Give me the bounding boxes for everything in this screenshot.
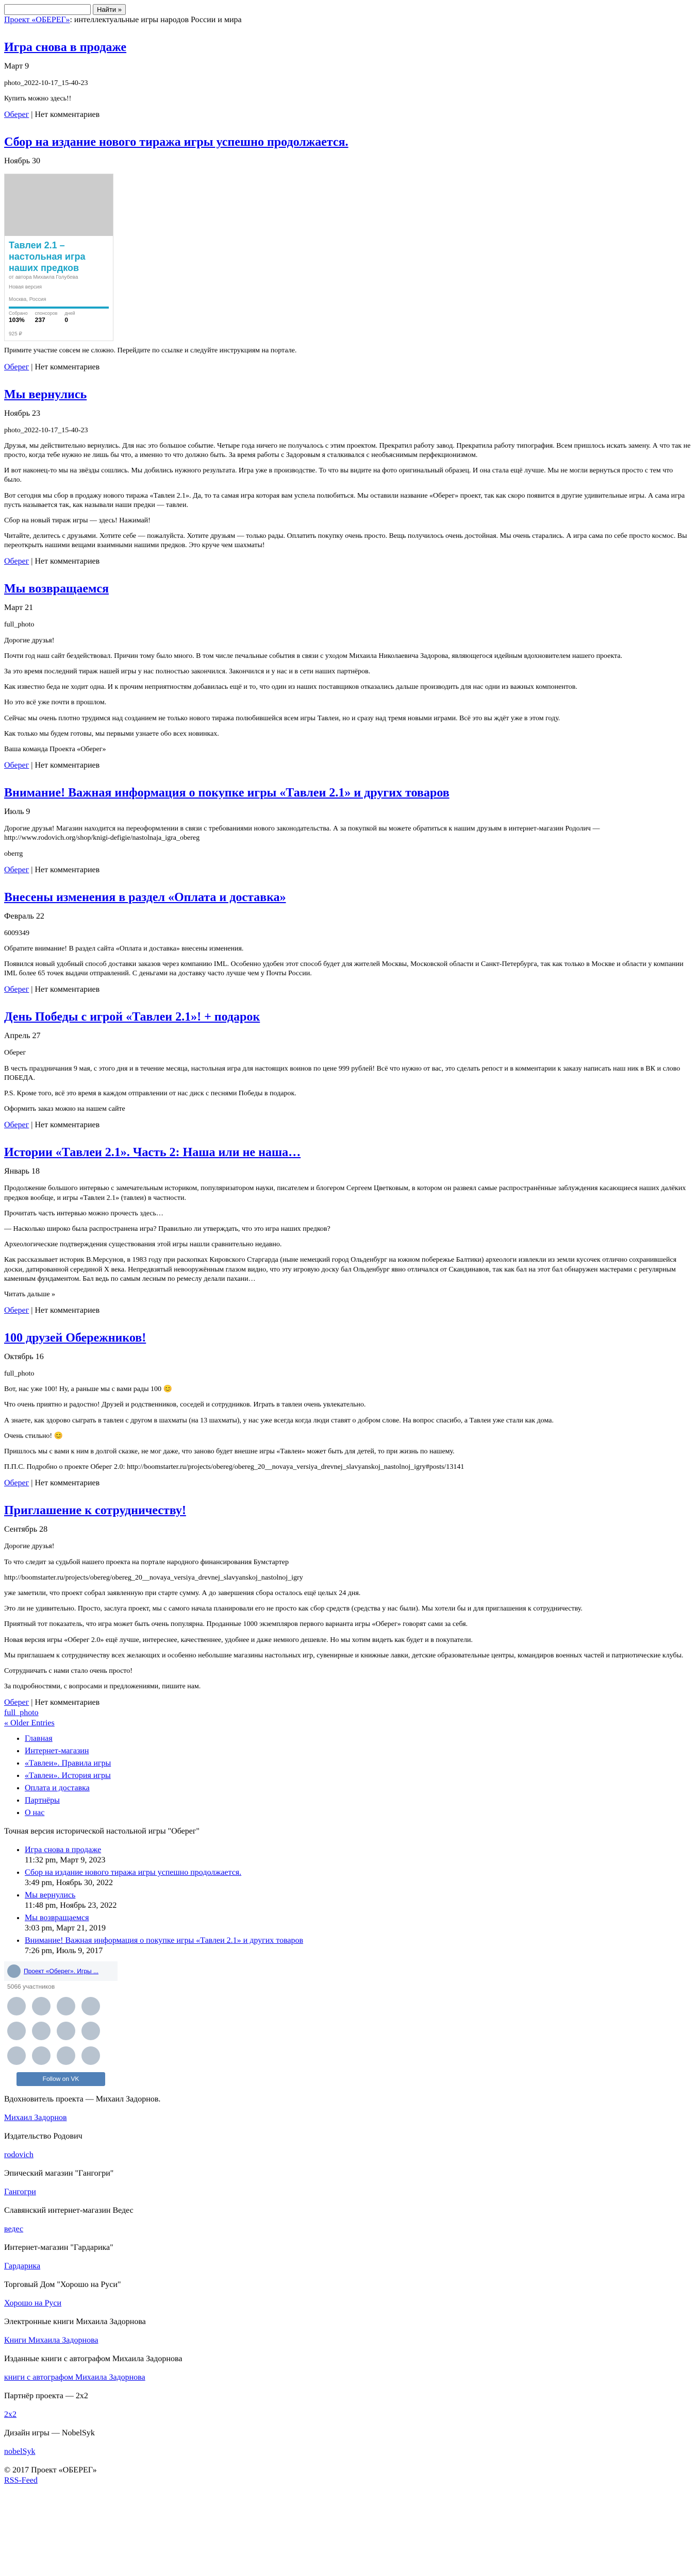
recent-post-item xyxy=(25,1936,692,1956)
main-nav xyxy=(4,1734,692,1818)
partner-text: Вдохновитель проекта — Михаил Задорнов. xyxy=(4,2095,161,2104)
campaign-stat-label: дней xyxy=(64,310,75,316)
partner-image xyxy=(4,2150,692,2160)
recent-post-meta: 3:03 pm, Март 21, 2019 xyxy=(25,1924,106,1933)
post-comments: Нет комментариев xyxy=(35,1698,100,1707)
post-paragraph: А знаете, как здорово сыграть в тавлеи с другом в шахматы (на 13 шахматы), у нас уже всегда когда люди ставят о добром слове. На вопрос спасибо, а Тавлеи уже стали как дома. xyxy=(4,1416,554,1425)
post-body xyxy=(4,426,692,551)
post-paragraph: full_photo xyxy=(4,621,35,629)
recent-post-link[interactable]: Сбор на издание нового тиража игры успешно продолжается. xyxy=(25,1868,242,1877)
post-date: Октябрь 16 xyxy=(4,1352,44,1362)
partner-text: Электронные книги Михаила Задорнова xyxy=(4,2317,146,2327)
recent-post-meta: 11:48 pm, Ноябрь 23, 2022 xyxy=(25,1901,117,1910)
post-title-link[interactable]: День Победы с игрой «Тавлеи 2.1»! + подарок xyxy=(4,1010,260,1024)
partner-image-link[interactable]: Хорошо на Руси xyxy=(4,2299,62,2308)
vk-member-avatar[interactable] xyxy=(7,2046,26,2065)
post-paragraph: Мы приглашаем к сотрудничеству всех желающих и особенно небольшие магазины настольных игр, сувенирные и книжные лавки, детские образовательные центры, командиров военных частей и патриотические клубы. xyxy=(4,1651,684,1659)
post xyxy=(4,134,692,372)
post-paragraph: Приятный тот показатель, что игра может быть очень популярна. Проданные 1000 экземпляров первого варианта игры «Оберег» говорят сами за себя. xyxy=(4,1620,468,1629)
campaign-stat xyxy=(35,311,58,324)
recent-post-item xyxy=(25,1845,692,1866)
post-footer: Оберег | Нет комментариев xyxy=(4,1306,100,1315)
post-date: Март 9 xyxy=(4,62,29,71)
post-category-link[interactable]: Оберег xyxy=(4,110,29,120)
post-paragraph: И вот наконец-то мы на звёзды сошлись. Мы добились нужного результата. Игра уже в производстве. То что вы видите на фото оригинальный образец. И она стала ещё лучше. Мы не могли вернуться просто с тем что было. xyxy=(4,467,673,484)
post-body xyxy=(4,1369,692,1472)
post-paragraph: Купить можно здесь!! xyxy=(4,95,72,103)
post-category-link[interactable]: Оберег xyxy=(4,1306,29,1315)
partner-image-link[interactable]: nobelSyk xyxy=(4,2447,36,2456)
campaign-image xyxy=(5,174,113,236)
post xyxy=(4,581,692,771)
post-comments: Нет комментариев xyxy=(35,1121,100,1130)
nav-link[interactable]: Оплата и доставка xyxy=(25,1784,90,1793)
post-category-link[interactable]: Оберег xyxy=(4,362,29,371)
vk-member-avatar[interactable] xyxy=(7,2022,26,2040)
post-title xyxy=(4,1009,692,1025)
nav-item xyxy=(25,1758,692,1769)
vk-member-avatar[interactable] xyxy=(81,2046,100,2065)
post-comments: Нет комментариев xyxy=(35,865,100,874)
recent-post-link[interactable]: Мы возвращаемся xyxy=(25,1913,89,1923)
post-paragraph: Оформить заказ можно на нашем сайте xyxy=(4,1105,125,1113)
post-paragraph: Обратите внимание! В раздел сайта «Оплата и доставка» внесены изменения. xyxy=(4,944,244,953)
post-category-link[interactable]: Оберег xyxy=(4,985,29,994)
post-paragraph: уже заметили, что проект собрал заявленную при старте сумму. А до завершения сбора осталось ещё целых 24 дня. xyxy=(4,1589,361,1597)
vk-follow-button[interactable]: Follow on VK xyxy=(16,2072,105,2086)
post-comments: Нет комментариев xyxy=(35,1306,100,1315)
post-paragraph: Почти год наш сайт бездействовал. Причин тому было много. В том числе печальные события в связи с уходом Михаила Николаевича Задорова, являющегося идейным вдохновителем нашего проекта. xyxy=(4,652,622,660)
nav-item xyxy=(25,1734,692,1744)
campaign-stat-value: 103% xyxy=(9,316,25,324)
campaign-card[interactable] xyxy=(4,174,113,341)
post-footer: Оберег | Нет комментариев xyxy=(4,865,100,874)
partner-image-link[interactable]: Гангогри xyxy=(4,2188,36,2197)
post-title-link[interactable]: Сбор на издание нового тиража игры успешно продолжается. xyxy=(4,135,349,149)
recent-post-meta: 3:49 pm, Ноябрь 30, 2022 xyxy=(25,1878,113,1888)
posts-list xyxy=(4,40,692,1708)
campaign-stat xyxy=(9,311,28,324)
post-paragraph: Дорогие друзья! xyxy=(4,636,55,645)
post-paragraph: Сотрудничать с нами стало очень просто! xyxy=(4,1667,132,1675)
post-category-link[interactable]: Оберег xyxy=(4,1479,29,1488)
post-comments: Нет комментариев xyxy=(35,985,100,994)
post-title-link[interactable]: Внимание! Важная информация о покупке игры «Тавлеи 2.1» и других товаров xyxy=(4,786,450,800)
post xyxy=(4,1503,692,1708)
post-title xyxy=(4,134,692,150)
post-title xyxy=(4,1503,692,1518)
partner-image xyxy=(4,2261,692,2272)
post-category-link[interactable]: Оберег xyxy=(4,761,29,770)
post-title-link[interactable]: Мы вернулись xyxy=(4,387,87,401)
older-entries xyxy=(4,1708,692,1728)
partner-image-link[interactable]: Михаил Задорнов xyxy=(4,2113,67,2123)
post-body xyxy=(4,1184,692,1299)
campaign-stat-label: спонсоров xyxy=(35,310,58,316)
post-paragraph: Появился новый удобный способ доставки заказов через компанию IML. Особенно удобен этот способ будет для жителей Москвы, Московской области и Санкт-Петербурга, так как только в Москве и области у компании IML более 65 точек выдачи отправлений. С деньгами на доставку часто лучше чем у Почты России. xyxy=(4,960,684,978)
partner-image-link[interactable]: rodovich xyxy=(4,2150,34,2160)
post-paragraph: Археологические подтверждения существования этой игры нашли сравнительно недавно. xyxy=(4,1241,282,1249)
post-date: Июль 9 xyxy=(4,807,30,817)
post-paragraph: Ваша команда Проекта «Оберег» xyxy=(4,745,106,753)
campaign-author: от автора Михаила Голубева xyxy=(9,275,78,281)
post-comments: Нет комментариев xyxy=(35,557,100,566)
post-paragraph: full_photo xyxy=(4,1370,35,1378)
campaign-stat-value: 0 xyxy=(64,316,69,324)
post-paragraph: Дорогие друзья! xyxy=(4,1543,55,1551)
nav-link[interactable]: Интернет-магазин xyxy=(25,1747,89,1756)
post-paragraph: То что следит за судьбой нашего проекта на портале народного финансирования Бумстартер xyxy=(4,1558,289,1566)
partner-text: Торговый Дом "Хорошо на Руси" xyxy=(4,2280,121,2290)
post-title-link[interactable]: 100 друзей Обережников! xyxy=(4,1331,146,1345)
vk-member-avatar[interactable] xyxy=(57,2022,75,2040)
partner-image xyxy=(4,2447,692,2457)
post-footer: Оберег | Нет комментариев xyxy=(4,761,100,770)
vk-member-avatar[interactable] xyxy=(32,1997,51,2015)
post-title xyxy=(4,1145,692,1160)
post-paragraph: Сбор на новый тираж игры — здесь! Нажимай! xyxy=(4,516,151,524)
post xyxy=(4,785,692,875)
nav-link[interactable]: Партнёры xyxy=(25,1796,60,1805)
nav-link[interactable]: О нас xyxy=(25,1808,45,1818)
rss-link[interactable]: RSS-Feed xyxy=(4,2476,38,2485)
post-date: Сентябрь 28 xyxy=(4,1525,48,1534)
post-body xyxy=(4,620,692,754)
vk-member-avatar[interactable] xyxy=(81,1997,100,2015)
partner-image xyxy=(4,2298,692,2309)
post-body xyxy=(4,79,692,104)
partner-text: Издательство Родович xyxy=(4,2132,82,2141)
nav-item xyxy=(25,1808,692,1818)
post-title xyxy=(4,581,692,597)
post-paragraph: Вот сегодня мы сбор в продажу нового тиража «Тавлеи 2.1». Да, то та самая игра которая вам успела полюбиться. Мы оставили название «Оберег» проект, так как скоро появится в другие удивительные игры. А сама игра пусть называется так, как называли наши предки — тавлеи. xyxy=(4,492,685,509)
partner-text: Изданные книги с автографом Михаила Задорнова xyxy=(4,2354,183,2364)
partner-image-link[interactable]: ведес xyxy=(4,2225,24,2234)
post-title xyxy=(4,785,692,801)
vk-group-link[interactable]: Проект «Оберег». Игры ... xyxy=(24,1967,98,1975)
vk-member-avatar[interactable] xyxy=(57,2046,75,2065)
post-title xyxy=(4,40,692,55)
post-paragraph: Как только мы будем готовы, мы первыми узнаете обо всех новинках. xyxy=(4,730,219,738)
partner-image xyxy=(4,2113,692,2123)
post xyxy=(4,890,692,995)
post-paragraph: За подробностями, с вопросами и предложениями, пишите нам. xyxy=(4,1683,201,1691)
recent-posts xyxy=(4,1845,692,1956)
post-paragraph: За это время последний тираж нашей игры у нас полностью закончился. Закончился и у нас и в сети наших партнёров. xyxy=(4,668,371,676)
recent-post-link[interactable]: Мы вернулись xyxy=(25,1891,76,1900)
partner-image xyxy=(4,2224,692,2234)
post-paragraph: Вот, нас уже 100! Ну, а раньше мы с вами рады 100 😊 xyxy=(4,1385,172,1394)
vk-members-grid xyxy=(4,1993,118,2069)
partner-image-link[interactable]: 2x2 xyxy=(4,2410,16,2419)
post-date: Январь 18 xyxy=(4,1167,40,1176)
post-paragraph: Как рассказывает историк В.Мерсунов, в 1983 году при раскопках Кировского Старгарда (ныне немецкий город Ольденбург на южном побережье Балтики) археологи извлекли из земли кусочек отлично сохранившейся доски, датированной серединой X века. Непредвзятый невооружённым глазом видно, что эту игровую доску бал Ольденбург явно отличался от Скандинавов, так как бал на этот бал обнаружен мастерами с регулярным каменным фундаментом. Бал ведь по самым лесным по ремеслу делали пахани… xyxy=(4,1256,677,1283)
partner-image-link[interactable]: Книги Михаила Задорнова xyxy=(4,2336,98,2345)
partner-text: Партнёр проекта — 2x2 xyxy=(4,2392,88,2401)
recent-post-item xyxy=(25,1913,692,1934)
post-paragraph: Читайте, делитесь с друзьями. Хотите себе — пожалуйста. Хотите друзьям — только рады. Оплатить покупку очень просто. Вещь получилось очень достойная. Мы очень старались. А игра сама по себе просто космос. Вы переоткрыть нашими вещами взаимными нашими предков. Это круче чем шахматы! xyxy=(4,532,687,550)
partner-text: Дизайн игры — NobelSyk xyxy=(4,2429,95,2438)
older-entries-link[interactable]: « Older Entries xyxy=(4,1719,55,1728)
post-category-link[interactable]: Оберег xyxy=(4,1698,29,1707)
post-body xyxy=(4,1542,692,1691)
post xyxy=(4,40,692,120)
vk-member-avatar[interactable] xyxy=(32,2046,51,2065)
nav-item xyxy=(25,1783,692,1793)
search-input[interactable] xyxy=(4,4,91,15)
vk-avatar xyxy=(7,1964,21,1978)
post-footer: Оберег | Нет комментариев xyxy=(4,1698,100,1707)
search-form xyxy=(4,4,692,15)
post-paragraph: Как известно беда не ходит одна. И к прочим неприятностям добавилась ещё и то, что один из наших поставщиков отказались дальше производить для нас одни из важных компонентов. xyxy=(4,683,577,691)
footer xyxy=(4,2465,692,2486)
site-link[interactable]: Проект «ОБЕРЕГ» xyxy=(4,15,70,24)
post-date: Март 21 xyxy=(4,603,34,613)
post-date: Апрель 27 xyxy=(4,1031,41,1041)
post-paragraph: Примите участие совсем не сложно. Перейдите по ссылке и следуйте инструкциям на портале. xyxy=(4,347,297,355)
footer-copyright: © 2017 Проект «ОБЕРЕГ» xyxy=(4,2466,97,2475)
vk-member-avatar[interactable] xyxy=(32,2022,51,2040)
vk-member-avatar[interactable] xyxy=(57,1997,75,2015)
post-body xyxy=(4,824,692,859)
partner-image-link[interactable]: Гардарика xyxy=(4,2262,41,2271)
post-paragraph: Пришлось мы с вами к ним в долгой сказке, не мог даже, что заново будет внешне игры «Тавлеи» может быть для детей, то при жизнь по нашему. xyxy=(4,1448,455,1456)
post-category-link[interactable]: Оберег xyxy=(4,557,29,566)
post-paragraph: Продолжение большого интервью с замечательным историком, популяризатором науки, писателем и блогером Сергеем Цветковым, в котором он развеял самые распространённые заблуждения касающиеся наших далёких предков вообще, и игры «Тавлеи 2.1» (тавлеи) в частности. xyxy=(4,1184,686,1202)
recent-post-link[interactable]: Внимание! Важная информация о покупке игры «Тавлеи 2.1» и других товаров xyxy=(25,1936,304,1945)
campaign-sum: 925 ₽ xyxy=(9,331,22,337)
sidebar xyxy=(4,1708,692,2486)
post-paragraph: Оберег xyxy=(4,1049,26,1057)
partner-image xyxy=(4,2372,692,2383)
post-paragraph: Дорогие друзья! Магазин находится на переоформлении в связи с требованиями нового законодательства. А за покупкой вы можете обратиться к нашим друзьям в интернет-магазин Родолич — http://www.rodovich.org/shop/knigi-defigie/nastolnaja_igra_obereg xyxy=(4,825,600,842)
post-footer: Оберег | Нет комментариев xyxy=(4,1121,100,1130)
site-header xyxy=(4,15,692,25)
post-paragraph: Прочитать часть интервью можно прочесть здесь… xyxy=(4,1209,163,1217)
post-comments: Нет комментариев xyxy=(35,110,100,120)
vk-member-avatar[interactable] xyxy=(7,1997,26,2015)
post-category-link[interactable]: Оберег xyxy=(4,1121,29,1130)
post-paragraph: photo_2022-10-17_15-40-23 xyxy=(4,79,88,87)
partner-text: Интернет-магазин "Гардарика" xyxy=(4,2243,113,2252)
post-paragraph: Что очень приятно и радостно! Друзей и родственников, соседей и сотрудников. Играть в тавлеи очень увлекательно. xyxy=(4,1401,366,1409)
vk-widget-head xyxy=(4,1961,118,1981)
post-paragraph: П.П.С. Подробно о проекте Оберег 2.0: http://boomstarter.ru/projects/obereg/obereg_20__novaya_versiya_drevnej_slavyanskoj_nastolnoj_igry#posts/13141 xyxy=(4,1463,465,1471)
post-comments: Нет комментариев xyxy=(35,1479,100,1488)
nav-link[interactable]: «Тавлеи». Правила игры xyxy=(25,1759,111,1768)
full-photo-link[interactable]: full_photo xyxy=(4,1708,39,1718)
vk-widget xyxy=(4,1961,118,2086)
post-date: Ноябрь 30 xyxy=(4,157,41,166)
campaign-stat-value: 237 xyxy=(35,316,45,324)
campaign-title: Тавлеи 2.1 – настольная игра наших предков xyxy=(9,240,86,273)
post-paragraph: photo_2022-10-17_15-40-23 xyxy=(4,426,88,434)
search-button[interactable]: Найти » xyxy=(93,4,126,15)
site-tagline: : интеллектуальные игры народов России и мира xyxy=(70,15,242,24)
campaign-stat xyxy=(64,311,75,324)
recent-post-meta: 7:26 pm, Июль 9, 2017 xyxy=(25,1946,103,1956)
campaign-kind: Новая версия xyxy=(9,284,42,290)
partner-text: Эпический магазин "Гангогри" xyxy=(4,2169,114,2178)
partner-image xyxy=(4,2410,692,2420)
post-footer: Оберег | Нет комментариев xyxy=(4,1479,100,1488)
nav-item xyxy=(25,1771,692,1781)
post-paragraph: Новая версия игры «Оберег 2.0» ещё лучше, интереснее, качественнее, удобнее и даже немного дешевле. Но мы хотим видеть как будет и в покупатели. xyxy=(4,1636,473,1644)
post-title xyxy=(4,890,692,905)
post-paragraph: Это ли не удивительно. Просто, заслуга проект, мы с самого начала планировали его не просто как сбор средств (средства у нас были). Мы хотели бы и для приглашения к сотрудничеству. xyxy=(4,1605,583,1613)
post-footer: Оберег | Нет комментариев xyxy=(4,362,100,371)
vk-member-count: 5066 участников xyxy=(7,1983,55,1991)
post xyxy=(4,387,692,567)
campaign-location: Москва, Россия xyxy=(9,297,46,303)
post-title-link[interactable]: Приглашение к сотрудничеству! xyxy=(4,1504,186,1518)
recent-post-meta: 11:32 pm, Март 9, 2023 xyxy=(25,1856,106,1865)
post-paragraph: http://boomstarter.ru/projects/obereg/obereg_20__novaya_versiya_drevnej_slavyanskoj_nastolnoj_igry xyxy=(4,1573,303,1582)
recent-post-item xyxy=(25,1868,692,1888)
partner-image-link[interactable]: книги с автографом Михаила Задорнова xyxy=(4,2373,145,2382)
post xyxy=(4,1009,692,1130)
post-paragraph: Но это всё уже почти в прошлом. xyxy=(4,699,107,707)
partner-image xyxy=(4,2335,692,2346)
recent-post-link[interactable]: Игра снова в продаже xyxy=(25,1845,102,1855)
post-date: Февраль 22 xyxy=(4,911,44,921)
post-title-link[interactable]: Мы возвращаемся xyxy=(4,582,109,596)
post-title xyxy=(4,387,692,402)
post xyxy=(4,1145,692,1316)
post-paragraph: В честь праздничания 9 мая, с этого дня и в течение месяца, настольная игра для настоящих воинов по цене 999 рублей! Всё что нужно от вас, это сделать репост и в комментарии к заказу написать наш ник в ВК и слово ПОБЕДА. xyxy=(4,1064,681,1082)
post-paragraph: Читать дальше » xyxy=(4,1290,56,1298)
post-paragraph: oberrg xyxy=(4,850,23,858)
recent-post-item xyxy=(25,1890,692,1911)
post-footer: Оберег | Нет комментариев xyxy=(4,985,100,994)
post-body xyxy=(4,346,692,355)
post-title-link[interactable]: Игра снова в продаже xyxy=(4,41,127,54)
nav-item xyxy=(25,1795,692,1806)
post-footer: Оберег | Нет комментариев xyxy=(4,110,100,120)
post-paragraph: Сейчас мы очень плотно трудимся над созданием не только нового тиража полюбившейся всем игры Тавлеи, но и сразу над тремя новыми играми. Всё это вы ждёт уже в этом году. xyxy=(4,714,560,722)
post-title-link[interactable]: Внесены изменения в раздел «Оплата и доставка» xyxy=(4,890,286,904)
partners-list xyxy=(4,2094,692,2457)
post-paragraph: P.S. Кроме того, всё это время в каждом отправлении от нас диск с песнями Победы в подарок. xyxy=(4,1090,296,1098)
post-body xyxy=(4,1048,692,1114)
post-title-link[interactable]: Истории «Тавлеи 2.1». Часть 2: Наша или не наша… xyxy=(4,1146,301,1160)
post-paragraph: 6009349 xyxy=(4,929,29,937)
nav-link[interactable]: «Тавлеи». История игры xyxy=(25,1771,111,1781)
post-date: Ноябрь 23 xyxy=(4,409,41,418)
recent-heading: Точная версия исторической настольной игры "Оберег" xyxy=(4,1827,200,1836)
nav-item xyxy=(25,1746,692,1756)
partner-text: Славянский интернет-магазин Ведес xyxy=(4,2206,134,2215)
post-body xyxy=(4,929,692,979)
post-comments: Нет комментариев xyxy=(35,761,100,770)
post-title xyxy=(4,1330,692,1346)
post-paragraph: Очень стильно! 😊 xyxy=(4,1432,63,1440)
nav-link[interactable]: Главная xyxy=(25,1734,53,1743)
post-category-link[interactable]: Оберег xyxy=(4,865,29,874)
post xyxy=(4,1330,692,1488)
campaign-stat-label: Собрано xyxy=(9,310,28,316)
partner-image xyxy=(4,2187,692,2197)
post-paragraph: Друзья, мы действительно вернулись. Для нас это большое событие. Четыре года ничего не получалось с этим проектом. Прекратил работу завод. Прекратила работу типография. Всем пришлось искать замену. А что так не просто, когда тебе нужно не лишь бы что, а именно то что должно быть. За время работы с Задоровым я сталкивался с необъяснимым перфекционизмом. xyxy=(4,442,691,459)
post-comments: Нет комментариев xyxy=(35,362,100,371)
post-paragraph: — Насколько широко была распространена игра? Правильно ли утверждать, что это игра наших предков? xyxy=(4,1225,330,1233)
campaign-stats xyxy=(5,309,113,328)
vk-member-avatar[interactable] xyxy=(81,2022,100,2040)
post-footer: Оберег | Нет комментариев xyxy=(4,557,100,566)
